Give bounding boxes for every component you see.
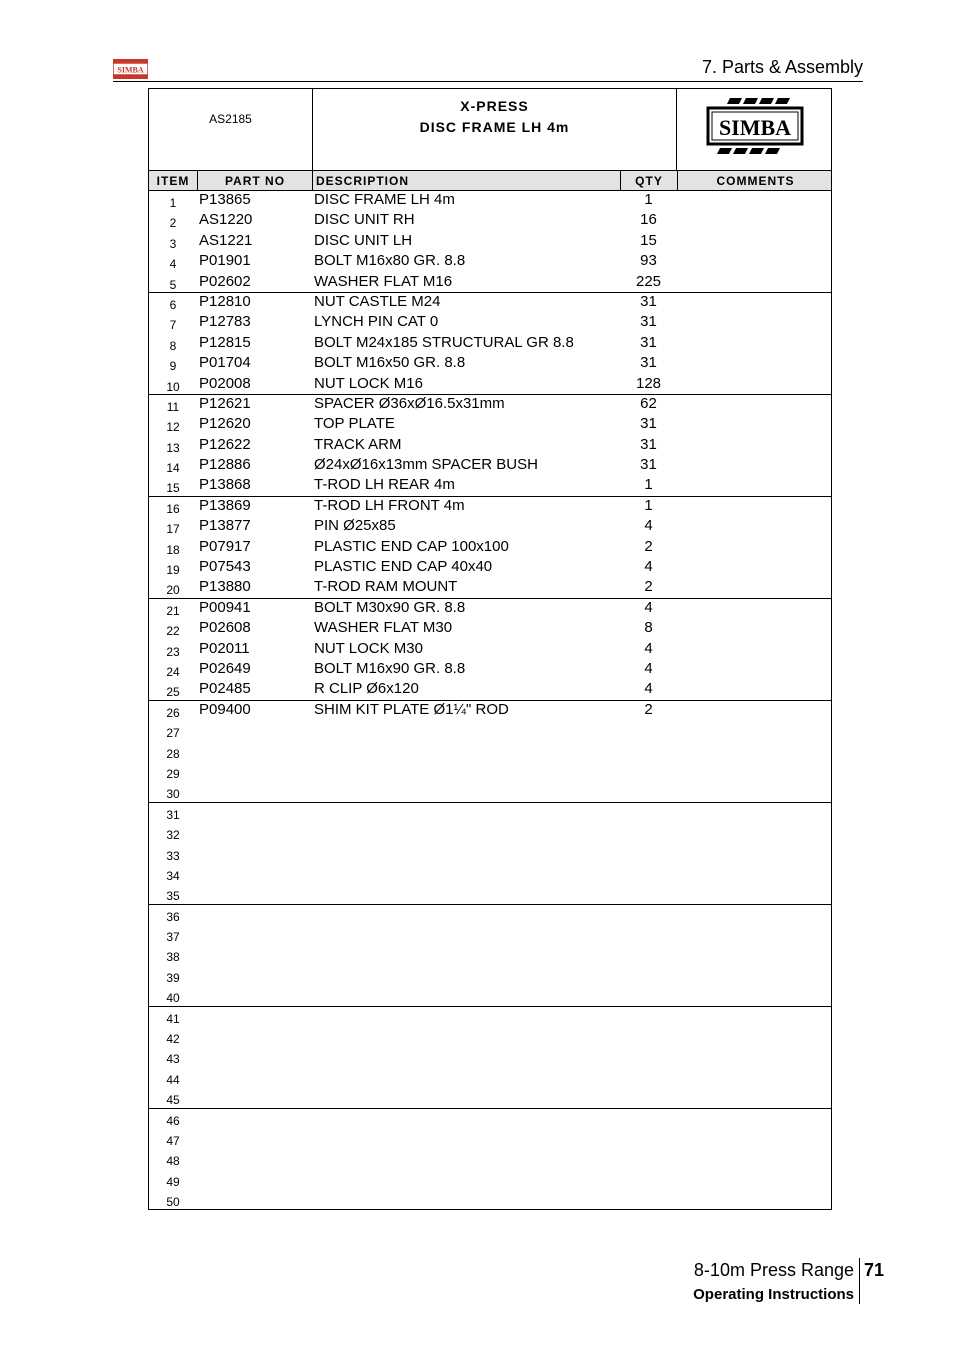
title-line-1: X-PRESS: [460, 98, 529, 114]
item-number: 20: [166, 583, 180, 598]
table-row: [149, 538, 831, 558]
page-number: 71: [864, 1260, 885, 1280]
part-description: SHIM KIT PLATE Ø1¼" ROD: [314, 700, 509, 718]
table-row: [149, 354, 831, 374]
part-number: P02485: [199, 680, 251, 698]
header-divider: [113, 81, 863, 82]
item-number: 29: [166, 766, 180, 781]
item-number: 45: [166, 1093, 180, 1108]
quantity: 2: [644, 578, 653, 596]
item-number: 12: [166, 420, 180, 435]
part-description: DISC FRAME LH 4m: [314, 191, 455, 208]
part-number: P13865: [199, 191, 251, 208]
quantity: 225: [635, 272, 662, 290]
item-number: 24: [166, 664, 180, 679]
part-number: P07543: [199, 558, 251, 576]
col-comments: COMMENTS: [677, 171, 833, 190]
table-row: [149, 660, 831, 680]
table-row: [149, 497, 831, 517]
quantity: 1: [644, 496, 653, 514]
part-number: P12810: [199, 292, 251, 310]
col-qty: QTY: [620, 171, 677, 190]
item-number: 39: [166, 970, 180, 985]
part-number: P12622: [199, 435, 251, 453]
part-number: P07917: [199, 537, 251, 555]
item-number: 22: [166, 624, 180, 639]
item-number: 46: [166, 1113, 180, 1128]
part-number: P09400: [199, 700, 251, 718]
table-row: [149, 273, 831, 293]
part-description: LYNCH PIN CAT 0: [314, 313, 439, 331]
item-number: 9: [169, 359, 177, 374]
table-row: [149, 1109, 831, 1129]
item-number: 7: [169, 318, 177, 333]
part-number: P12783: [199, 313, 251, 331]
table-row: [149, 864, 831, 884]
part-number: P01704: [199, 354, 251, 372]
part-description: TOP PLATE: [314, 415, 395, 433]
part-description: SPACER Ø36xØ16.5x31mm: [314, 394, 505, 412]
table-row: [149, 476, 831, 496]
table-row: [149, 436, 831, 456]
item-number: 26: [166, 705, 180, 720]
item-number: 17: [166, 522, 180, 537]
item-number: 5: [169, 277, 177, 292]
quantity: 31: [640, 292, 657, 310]
table-row: [149, 334, 831, 354]
part-description: PIN Ø25x85: [314, 517, 396, 535]
table-row: [149, 884, 831, 904]
part-number: P12815: [199, 333, 251, 351]
part-description: BOLT M30x90 GR. 8.8: [314, 598, 466, 616]
part-number: P02649: [199, 659, 251, 677]
part-description: PLASTIC END CAP 40x40: [314, 558, 493, 576]
assembly-title: [312, 89, 677, 171]
item-number: 23: [166, 644, 180, 659]
item-number: 16: [166, 501, 180, 516]
part-description: Ø24xØ16x13mm SPACER BUSH: [314, 456, 538, 474]
item-number: 47: [166, 1133, 180, 1148]
part-number: P13869: [199, 496, 251, 514]
item-number: 32: [166, 828, 180, 843]
item-number: 44: [166, 1072, 180, 1087]
table-row: [149, 803, 831, 823]
part-description: BOLT M16x50 GR. 8.8: [314, 354, 466, 372]
item-number: 38: [166, 950, 180, 965]
table-row: [149, 415, 831, 435]
item-number: 6: [169, 297, 177, 312]
quantity: 4: [644, 680, 653, 698]
item-number: 13: [166, 440, 180, 455]
table-row: [149, 252, 831, 272]
quantity: 4: [644, 598, 653, 616]
col-part-no: PART NO: [197, 171, 312, 190]
part-number: P02608: [199, 619, 251, 637]
item-number: 28: [166, 746, 180, 761]
part-number: AS1221: [199, 231, 253, 249]
item-number: 42: [166, 1032, 180, 1047]
quantity: 4: [644, 659, 653, 677]
item-number: 3: [169, 236, 177, 251]
svg-text:SIMBA: SIMBA: [718, 115, 792, 140]
table-row: [149, 966, 831, 986]
table-row: [149, 375, 831, 395]
item-number: 31: [166, 807, 180, 822]
part-description: NUT LOCK M16: [314, 374, 423, 392]
table-row: [149, 1068, 831, 1088]
part-number: P13877: [199, 517, 251, 535]
table-row: [149, 1190, 831, 1210]
part-number: P00941: [199, 598, 251, 616]
item-number: 1: [169, 196, 177, 210]
title-line-2: DISC FRAME LH 4m: [419, 119, 570, 135]
table-row: [149, 191, 831, 211]
quantity: 16: [640, 211, 657, 229]
parts-rows: [149, 191, 831, 1211]
item-number: 2: [169, 216, 177, 231]
item-number: 37: [166, 930, 180, 945]
col-item: ITEM: [156, 174, 190, 188]
item-number: 41: [166, 1011, 180, 1026]
part-number: P02602: [199, 272, 251, 290]
item-number: 25: [166, 685, 180, 700]
table-row: [149, 558, 831, 578]
table-row: [149, 701, 831, 721]
part-description: T-ROD LH REAR 4m: [314, 476, 455, 494]
part-description: PLASTIC END CAP 100x100: [314, 537, 509, 555]
quantity: 31: [640, 435, 657, 453]
table-row: [149, 721, 831, 741]
item-number: 15: [166, 481, 180, 496]
part-description: BOLT M16x80 GR. 8.8: [314, 252, 466, 270]
quantity: 1: [644, 191, 653, 208]
table-row: [149, 986, 831, 1006]
part-description: BOLT M24x185 STRUCTURAL GR 8.8: [314, 333, 574, 351]
table-row: [149, 823, 831, 843]
table-row: [149, 640, 831, 660]
part-description: T-ROD LH FRONT 4m: [314, 496, 465, 514]
part-number: AS1220: [199, 211, 253, 229]
quantity: 1: [644, 476, 653, 494]
table-row: [149, 293, 831, 313]
item-number: 19: [166, 563, 180, 578]
table-row: [149, 517, 831, 537]
item-number: 10: [166, 379, 180, 394]
item-number: 30: [166, 787, 180, 802]
item-number: 18: [166, 542, 180, 557]
table-row: [149, 945, 831, 965]
part-description: T-ROD RAM MOUNT: [314, 578, 458, 596]
table-row: [149, 1007, 831, 1027]
table-row: [149, 762, 831, 782]
item-number: 8: [169, 338, 177, 353]
item-number: 48: [166, 1154, 180, 1169]
quantity: 4: [644, 639, 653, 657]
table-row: [149, 905, 831, 925]
part-description: WASHER FLAT M30: [314, 619, 453, 637]
table-row: [149, 313, 831, 333]
item-number: 11: [166, 399, 180, 414]
item-number: 43: [166, 1052, 180, 1067]
table-row: [149, 1027, 831, 1047]
footer-subtitle: Operating Instructions: [693, 1286, 854, 1303]
footer-range: 8-10m Press Range: [693, 1260, 854, 1280]
sheet-header: [149, 89, 831, 171]
part-description: BOLT M16x90 GR. 8.8: [314, 659, 466, 677]
quantity: 8: [644, 619, 653, 637]
item-number: 40: [166, 991, 180, 1006]
quantity: 31: [640, 456, 657, 474]
table-row: [149, 1170, 831, 1190]
part-description: TRACK ARM: [314, 435, 402, 453]
section-title: 7. Parts & Assembly: [701, 57, 863, 77]
quantity: 62: [640, 394, 657, 412]
table-row: [149, 395, 831, 415]
table-row: [149, 232, 831, 252]
part-number: P13868: [199, 476, 251, 494]
part-description: NUT LOCK M30: [314, 639, 423, 657]
table-row: [149, 1047, 831, 1067]
table-row: [149, 680, 831, 700]
table-row: [149, 456, 831, 476]
table-row: [149, 742, 831, 762]
quantity: 31: [640, 313, 657, 331]
part-number: P13880: [199, 578, 251, 596]
table-row: [149, 1088, 831, 1108]
table-row: [149, 578, 831, 598]
svg-text:SIMBA: SIMBA: [117, 65, 144, 75]
part-number: P02008: [199, 374, 251, 392]
item-number: 35: [166, 889, 180, 904]
quantity: 2: [644, 537, 653, 555]
item-number: 4: [169, 257, 177, 272]
part-description: R CLIP Ø6x120: [314, 680, 419, 698]
table-row: [149, 1129, 831, 1149]
table-row: [149, 925, 831, 945]
quantity: 4: [644, 558, 653, 576]
table-row: [149, 844, 831, 864]
column-headers: [149, 171, 831, 191]
quantity: 128: [635, 374, 662, 392]
item-number: 36: [166, 909, 180, 924]
footer-divider: [859, 1258, 860, 1304]
item-number: 27: [166, 726, 180, 741]
part-description: NUT CASTLE M24: [314, 292, 441, 310]
table-row: [149, 1149, 831, 1169]
part-number: P12620: [199, 415, 251, 433]
quantity: 31: [640, 354, 657, 372]
item-number: 34: [166, 868, 180, 883]
quantity: 15: [640, 231, 657, 249]
simba-small-logo: [113, 59, 148, 79]
parts-sheet: [148, 88, 832, 1210]
part-number: P12621: [199, 394, 251, 412]
item-number: 14: [166, 461, 180, 476]
part-description: WASHER FLAT M16: [314, 272, 453, 290]
assembly-number: AS2185: [209, 112, 252, 126]
col-description: DESCRIPTION: [312, 171, 620, 190]
item-number: 49: [166, 1174, 180, 1189]
table-row: [149, 599, 831, 619]
quantity: 4: [644, 517, 653, 535]
item-number: 21: [166, 603, 180, 618]
part-number: P01901: [199, 252, 251, 270]
quantity: 31: [640, 415, 657, 433]
table-row: [149, 782, 831, 802]
part-description: DISC UNIT RH: [314, 211, 415, 229]
quantity: 93: [640, 252, 657, 270]
part-description: DISC UNIT LH: [314, 231, 413, 249]
quantity: 31: [640, 333, 657, 351]
quantity: 2: [644, 700, 653, 718]
simba-logo: [677, 89, 833, 171]
part-number: P02011: [199, 639, 250, 657]
table-row: [149, 619, 831, 639]
part-number: P12886: [199, 456, 251, 474]
item-number: 33: [166, 848, 180, 863]
table-row: [149, 211, 831, 231]
item-number: 50: [166, 1195, 180, 1210]
